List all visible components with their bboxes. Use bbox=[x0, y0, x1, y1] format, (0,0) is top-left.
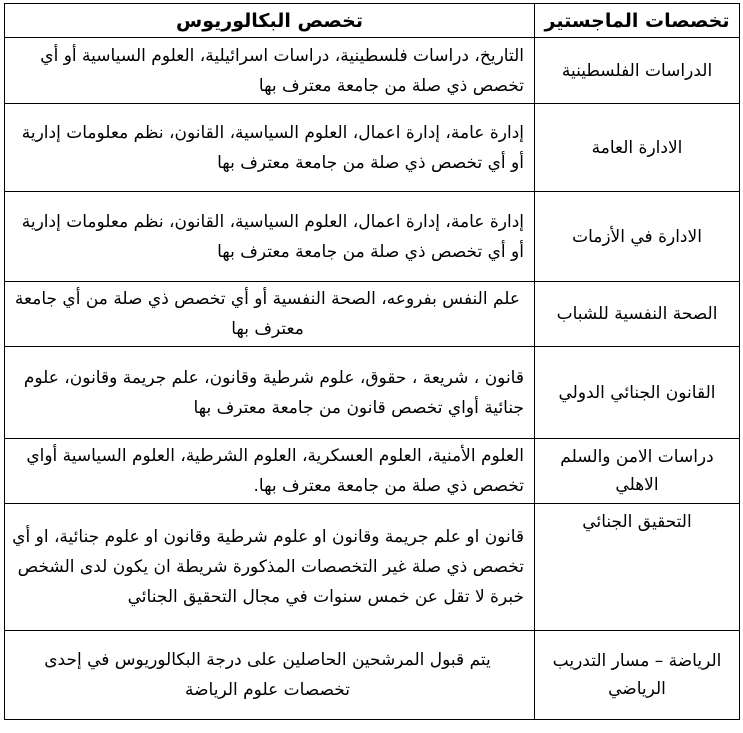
masters-spec: التحقيق الجنائي bbox=[535, 504, 740, 631]
bachelor-req: يتم قبول المرشحين الحاصلين على درجة البكالوريوس في إحدى تخصصات علوم الرياضة bbox=[5, 631, 535, 720]
masters-spec: الادارة العامة bbox=[535, 104, 740, 192]
table-row bbox=[5, 282, 740, 347]
bachelor-req: علم النفس بفروعه، الصحة النفسية أو أي تخصص ذي صلة من أي جامعة معترف بها bbox=[5, 282, 535, 347]
table-row bbox=[5, 104, 740, 192]
specializations-table bbox=[4, 3, 740, 720]
bachelor-req: قانون او علم جريمة وقانون او علوم شرطية وقانون او علوم جنائية، او أي تخصص ذي صلة غير التخصصات المذكورة شريطة ان يكون لدى الشخص خبرة لا تقل عن خمس سنوات في مجال التحقيق الجنائي bbox=[5, 504, 535, 631]
masters-spec: الصحة النفسية للشباب bbox=[535, 282, 740, 347]
header-masters: تخصصات الماجستير bbox=[535, 4, 740, 38]
masters-spec: دراسات الامن والسلم الاهلي bbox=[535, 439, 740, 504]
bachelor-req: إدارة عامة، إدارة اعمال، العلوم السياسية، القانون، نظم معلومات إدارية أو أي تخصص ذي صلة من جامعة معترف بها bbox=[5, 104, 535, 192]
table-row bbox=[5, 38, 740, 104]
table-row bbox=[5, 347, 740, 439]
table-header-row bbox=[5, 4, 740, 38]
table-row bbox=[5, 504, 740, 631]
bachelor-req: قانون ، شريعة ، حقوق، علوم شرطية وقانون، علم جريمة وقانون، علوم جنائية أواي تخصص قانون من جامعة معترف بها bbox=[5, 347, 535, 439]
table-row bbox=[5, 631, 740, 720]
masters-spec: الدراسات الفلسطينية bbox=[535, 38, 740, 104]
table-row bbox=[5, 192, 740, 282]
masters-spec: الرياضة – مسار التدريب الرياضي bbox=[535, 631, 740, 720]
bachelor-req: إدارة عامة، إدارة اعمال، العلوم السياسية، القانون، نظم معلومات إدارية أو أي تخصص ذي صلة من جامعة معترف بها bbox=[5, 192, 535, 282]
table-row bbox=[5, 439, 740, 504]
header-bachelor: تخصص البكالوريوس bbox=[5, 4, 535, 38]
masters-spec: الادارة في الأزمات bbox=[535, 192, 740, 282]
bachelor-req: التاريخ، دراسات فلسطينية، دراسات اسرائيلية، العلوم السياسية أو أي تخصص ذي صلة من جامعة معترف بها bbox=[5, 38, 535, 104]
bachelor-req: العلوم الأمنية، العلوم العسكرية، العلوم الشرطية، العلوم السياسية أواي تخصص ذي صلة من جامعة معترف بها. bbox=[5, 439, 535, 504]
masters-spec: القانون الجنائي الدولي bbox=[535, 347, 740, 439]
